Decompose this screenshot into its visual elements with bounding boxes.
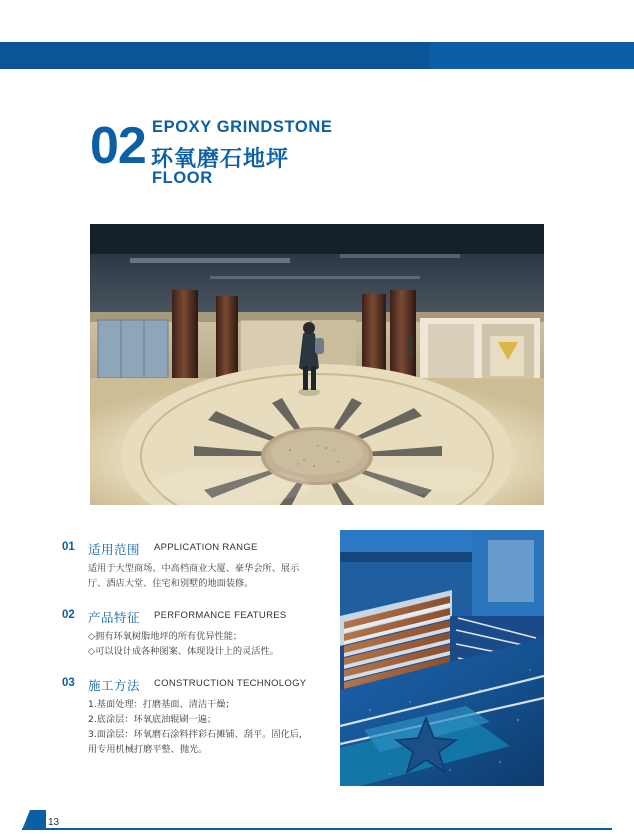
item-title-english: APPLICATION RANGE [154,542,258,553]
list-item [62,608,324,659]
main-photo-illustration [90,224,544,505]
footer-rule [22,828,612,830]
item-title-chinese: 适用范围 [88,542,141,557]
list-item [62,540,324,591]
item-index: 02 [62,609,75,621]
item-title-chinese: 施工方法 [88,678,141,693]
item-body-line: 厅、酒店大堂、住宅和别墅的地面装修。 [88,578,254,589]
side-photo-illustration [340,530,544,786]
item-body-line: ◇拥有环氧树脂地坪的所有优异性能； [88,631,243,642]
page-number: 13 [48,817,60,828]
section-number: 02 [90,117,146,175]
item-body-line: ◇可以设计成各种图案、体现设计上的灵活性。 [88,646,279,657]
content-list [62,540,324,774]
title-english-bottom: FLOOR [152,169,213,187]
item-index: 03 [62,677,75,689]
footer-tab [22,810,46,830]
list-item [62,676,324,757]
item-index: 01 [62,541,75,553]
item-body-line: 用专用机械打磨平整、抛光。 [88,744,208,755]
item-body-line: 2.底涂层：环氧底油辊刷一遍； [88,714,217,725]
title-chinese: 环氧磨石地坪 [151,147,290,172]
item-title-english: PERFORMANCE FEATURES [154,610,287,621]
item-body-line: 适用于大型商场、中高档商业大厦、豪华会所、展示 [88,563,300,574]
item-title-english: CONSTRUCTION TECHNOLOGY [154,678,307,689]
side-photo [340,530,544,786]
item-body-line: 3.面涂层：环氧磨石涂料拌彩石摊铺、刮平。固化后， [88,729,309,740]
item-title-chinese: 产品特征 [88,610,141,625]
title-english-top: EPOXY GRINDSTONE [152,118,333,136]
section-heading [90,118,550,194]
top-banner-accent [0,42,430,69]
main-photo [90,224,544,505]
item-body-line: 1.基面处理：打磨基面、清洁干燥； [88,699,235,710]
